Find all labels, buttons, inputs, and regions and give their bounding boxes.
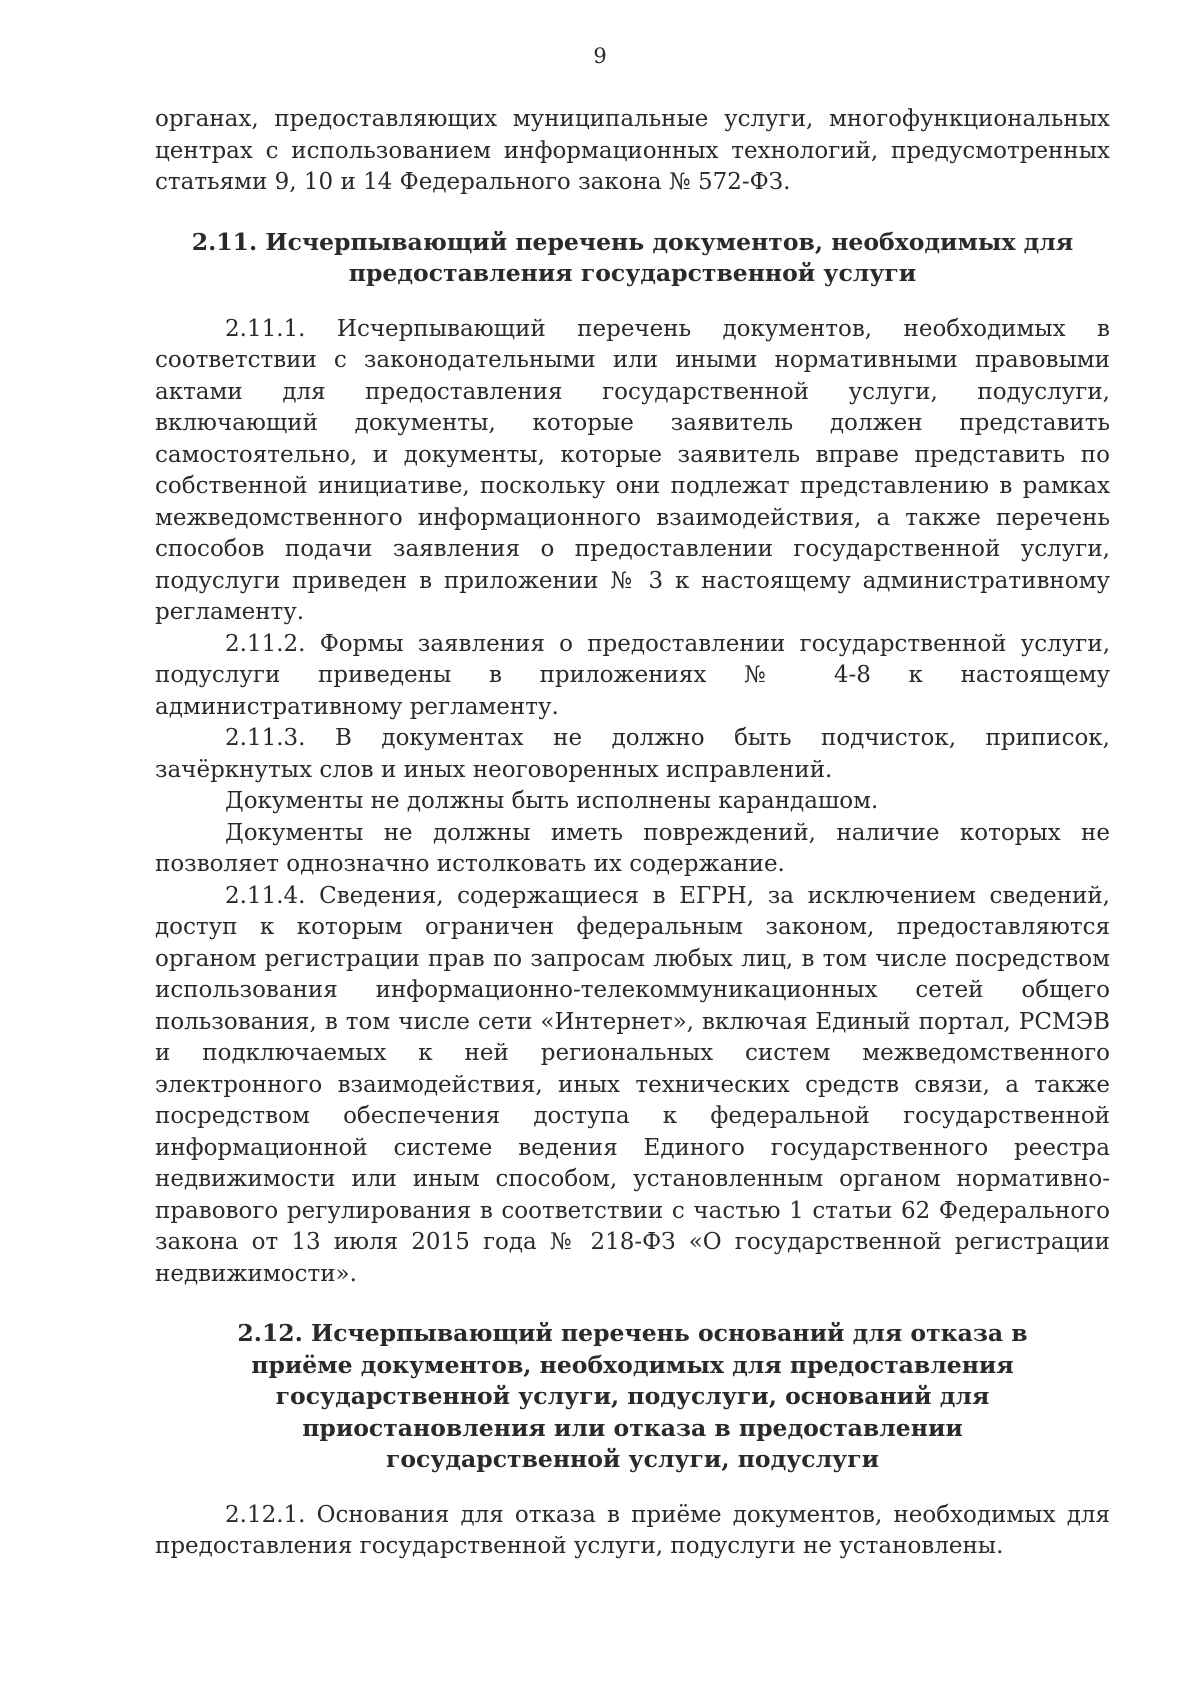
intro-paragraph: органах, предоставляющих муниципальные услуги, многофункциональных центрах с использованием информационных технологий, предусмотренных статьями 9, 10 и 14 Федерального закона № 572-ФЗ. xyxy=(155,106,1110,195)
section-heading-2-12: 2.12. Исчерпывающий перечень оснований для отказа в приёме документов, необходимых для предоставления государственной услуги, подуслуги, оснований для приостановления или отказа в предоставлении государственной услуги, подуслуги xyxy=(237,1319,1028,1473)
spacer xyxy=(155,199,1110,227)
spacer xyxy=(155,1476,1110,1500)
paragraph-2-11-3: 2.11.3. В документах не должно быть подчисток, приписок, зачёркнутых слов и иных неоговоренных исправлений. xyxy=(155,725,1110,783)
page-number: 9 xyxy=(593,44,607,68)
spacer xyxy=(155,1290,1110,1318)
spacer xyxy=(155,290,1110,314)
paragraph-damage-rule: Документы не должны иметь повреждений, наличие которых не позволяет однозначно истолковать их содержание. xyxy=(155,819,1110,877)
paragraph-2-11-1: 2.11.1. Исчерпывающий перечень документов, необходимых в соответствии с законодательными или иными нормативными правовыми актами для предоставления государственной услуги, подуслуги, включающий документы, которые заявитель должен представить самостоятельно, и документы, которые заявитель вправе представить по собственной инициативе, поскольку они подлежат представлению в рамках межведомственного информационного взаимодействия, а также перечень способов подачи заявления о предоставлении государственной услуги, подуслуги приведен в приложении № 3 к настоящему административному регламенту. xyxy=(155,315,1110,625)
section-heading-2-11: 2.11. Исчерпывающий перечень документов, необходимых для предоставления государственной услуги xyxy=(191,227,1074,287)
paragraph-2-12-1: 2.12.1. Основания для отказа в приёме документов, необходимых для предоставления государственной услуги, подуслуги не установлены. xyxy=(155,1501,1110,1559)
paragraph-2-11-2: 2.11.2. Формы заявления о предоставлении государственной услуги, подуслуги приведены в приложениях № 4-8 к настоящему административному регламенту. xyxy=(155,630,1110,720)
document-body xyxy=(155,104,1110,1563)
paragraph-pencil-rule: Документы не должны быть исполнены карандашом. xyxy=(225,788,879,814)
paragraph-2-11-4: 2.11.4. Сведения, содержащиеся в ЕГРН, за исключением сведений, доступ к которым ограничен федеральным законом, предоставляются органом регистрации прав по запросам любых лиц, в том числе посредством использования информационно-телекоммуникационных сетей общего пользования, в том числе сети «Интернет», включая Единый портал, РСМЭВ и подключаемых к ней региональных систем межведомственного электронного взаимодействия, иных технических средств связи, а также посредством обеспечения доступа к федеральной государственной информационной системе ведения Единого государственного реестра недвижимости или иным способом, установленным органом нормативно-правового регулирования в соответствии с частью 1 статьи 62 Федерального закона от 13 июля 2015 года № 218-ФЗ «О государственной регистрации недвижимости». xyxy=(155,882,1110,1287)
